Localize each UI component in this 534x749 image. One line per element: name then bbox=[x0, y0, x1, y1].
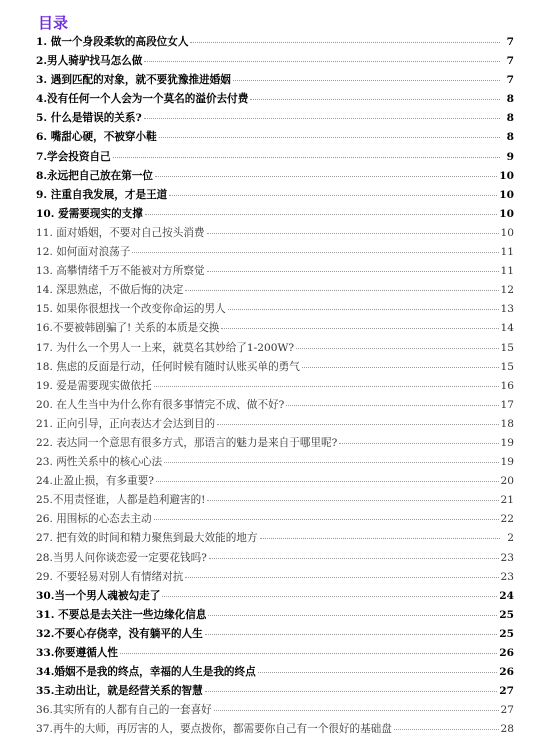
toc-entry-page-number: 19 bbox=[500, 456, 514, 469]
toc-entry[interactable] bbox=[36, 110, 514, 129]
toc-entry-title: 1. 做一个身段柔软的高段位女人 bbox=[36, 36, 189, 48]
toc-entry[interactable] bbox=[36, 607, 514, 626]
toc-entry-page-number: 11 bbox=[500, 265, 514, 278]
toc-entry[interactable] bbox=[36, 244, 514, 263]
toc-entry-title: 24.止盈止损，有多重要? bbox=[36, 475, 154, 488]
toc-entry[interactable] bbox=[36, 435, 514, 454]
dot-leader bbox=[144, 118, 500, 119]
toc-entry-page-number: 22 bbox=[500, 513, 514, 526]
dot-leader bbox=[260, 538, 501, 539]
toc-entry-title: 9. 注重自我发展，才是王道 bbox=[36, 188, 168, 201]
toc-entry[interactable] bbox=[36, 530, 514, 549]
dot-leader bbox=[185, 577, 498, 578]
toc-entry-page-number: 10 bbox=[500, 226, 514, 239]
toc-list bbox=[36, 34, 514, 740]
dot-leader bbox=[214, 710, 499, 711]
dot-leader bbox=[154, 519, 499, 520]
toc-entry-page-number: 21 bbox=[500, 494, 514, 507]
toc-entry-page-number: 15 bbox=[500, 360, 514, 373]
toc-entry[interactable] bbox=[36, 34, 514, 53]
toc-entry-page-number: 10 bbox=[499, 188, 514, 201]
toc-entry-title: 13. 高攀情绪千万不能被对方所察觉 bbox=[36, 265, 205, 278]
toc-entry-title: 33.你要遵循人性 bbox=[36, 647, 118, 659]
toc-entry-page-number: 27 bbox=[500, 704, 514, 717]
toc-entry[interactable] bbox=[36, 225, 514, 244]
toc-entry[interactable] bbox=[36, 511, 514, 530]
dot-leader bbox=[155, 176, 497, 177]
toc-entry-title: 5. 什么是错误的关系? bbox=[36, 112, 142, 125]
toc-entry-title: 2.男人骑驴找马怎么做 bbox=[36, 55, 143, 68]
toc-entry-title: 30.当一个男人魂被勾走了 bbox=[36, 589, 161, 602]
toc-entry-page-number: 25 bbox=[499, 627, 514, 640]
dot-leader bbox=[207, 271, 499, 272]
dot-leader bbox=[207, 233, 499, 234]
toc-entry[interactable] bbox=[36, 53, 514, 72]
toc-entry-title: 4.没有任何一个人会为一个莫名的溢价去付费 bbox=[36, 93, 249, 106]
toc-entry-page-number: 14 bbox=[500, 322, 514, 335]
dot-leader bbox=[394, 729, 499, 730]
toc-entry[interactable] bbox=[36, 149, 514, 168]
toc-entry-page-number: 23 bbox=[500, 551, 514, 564]
toc-entry-page-number: 13 bbox=[500, 303, 514, 316]
toc-entry[interactable] bbox=[36, 664, 514, 683]
dot-leader bbox=[258, 672, 498, 673]
toc-entry[interactable] bbox=[36, 340, 514, 359]
toc-entry-title: 20. 在人生当中为什么你有很多事情完不成、做不好? bbox=[36, 398, 285, 411]
dot-leader bbox=[208, 615, 497, 616]
toc-entry-page-number: 9 bbox=[506, 150, 514, 163]
toc-entry-page-number: 11 bbox=[500, 246, 514, 259]
toc-entry-page-number: 2 bbox=[507, 532, 514, 545]
toc-entry-title: 3. 遇到匹配的对象，就不要犹豫推进婚姻 bbox=[36, 74, 231, 87]
toc-entry-page-number: 20 bbox=[500, 475, 514, 488]
toc-entry[interactable] bbox=[36, 492, 514, 511]
toc-entry-page-number: 12 bbox=[500, 284, 514, 297]
toc-entry[interactable] bbox=[36, 588, 514, 607]
toc-title: 目录 bbox=[38, 14, 69, 32]
toc-entry-title: 10. 爱需要现实的支撑 bbox=[36, 207, 143, 220]
dot-leader bbox=[132, 252, 498, 253]
toc-entry-page-number: 24 bbox=[499, 589, 514, 602]
toc-entry-title: 35.主动出让，就是经营关系的智慧 bbox=[36, 685, 203, 698]
toc-entry[interactable] bbox=[36, 569, 514, 588]
toc-entry-page-number: 17 bbox=[500, 398, 514, 411]
toc-entry[interactable] bbox=[36, 129, 514, 148]
dot-leader bbox=[113, 157, 500, 158]
toc-entry[interactable] bbox=[36, 168, 514, 187]
toc-entry-page-number: 26 bbox=[499, 666, 514, 679]
toc-entry[interactable] bbox=[36, 320, 514, 339]
toc-entry[interactable] bbox=[36, 454, 514, 473]
dot-leader bbox=[302, 367, 499, 368]
toc-entry-page-number: 27 bbox=[499, 685, 514, 698]
toc-entry-page-number: 8 bbox=[506, 131, 514, 144]
toc-entry[interactable] bbox=[36, 416, 514, 435]
toc-entry-title: 23. 两性关系中的核心心法 bbox=[36, 456, 163, 469]
toc-entry-title: 18. 焦虑的反面是行动，任何时候有随时认账买单的勇气 bbox=[36, 360, 300, 373]
dot-leader bbox=[159, 137, 500, 138]
toc-entry-title: 19. 爱是需要现实做依托 bbox=[36, 379, 152, 392]
dot-leader bbox=[169, 195, 497, 196]
toc-entry[interactable] bbox=[36, 301, 514, 320]
toc-entry-page-number: 23 bbox=[500, 570, 514, 583]
toc-entry[interactable] bbox=[36, 626, 514, 645]
toc-entry[interactable] bbox=[36, 721, 514, 740]
toc-entry-title: 32.不要心存侥幸，没有躺平的人生 bbox=[36, 627, 203, 640]
toc-entry-page-number: 19 bbox=[500, 436, 514, 449]
dot-leader bbox=[209, 558, 499, 559]
toc-entry-title: 15. 如果你很想找一个改变你命运的男人 bbox=[36, 303, 226, 316]
toc-entry-title: 36.其实所有的人都有自己的一套喜好 bbox=[36, 704, 212, 717]
dot-leader bbox=[207, 500, 498, 501]
toc-entry-page-number: 25 bbox=[499, 608, 514, 621]
toc-entry[interactable] bbox=[36, 72, 514, 91]
dot-leader bbox=[185, 290, 498, 291]
toc-entry[interactable] bbox=[36, 550, 514, 569]
toc-entry-title: 27. 把有效的时间和精力聚焦到最大效能的地方 bbox=[36, 532, 258, 545]
toc-entry[interactable] bbox=[36, 473, 514, 492]
toc-entry[interactable] bbox=[36, 282, 514, 301]
dot-leader bbox=[144, 61, 500, 62]
toc-entry-page-number: 7 bbox=[506, 36, 514, 48]
toc-entry-title: 11. 面对婚姻，不要对自己按头消费 bbox=[36, 226, 205, 239]
toc-entry-page-number: 8 bbox=[506, 112, 514, 125]
toc-entry-page-number: 10 bbox=[499, 169, 514, 182]
toc-entry-page-number: 15 bbox=[500, 341, 514, 354]
toc-entry-title: 6. 嘴甜心硬，不被穿小鞋 bbox=[36, 131, 157, 144]
dot-leader bbox=[286, 405, 498, 406]
toc-entry-page-number: 26 bbox=[499, 647, 514, 659]
toc-entry[interactable] bbox=[36, 187, 514, 206]
dot-leader bbox=[233, 80, 500, 81]
toc-entry-title: 21. 正向引导，正向表达才会达到目的 bbox=[36, 417, 216, 430]
toc-entry[interactable] bbox=[36, 645, 514, 664]
toc-entry-title: 26. 用围标的心态去主动 bbox=[36, 513, 152, 526]
dot-leader bbox=[221, 328, 498, 329]
toc-entry-page-number: 7 bbox=[506, 74, 514, 87]
toc-entry-title: 16.不要被韩剧骗了! 关系的本质是交换 bbox=[36, 322, 220, 335]
toc-entry-title: 17. 为什么一个男人一上来，就莫名其妙给了1-200W? bbox=[36, 341, 295, 354]
toc-entry-title: 29. 不要轻易对别人有情绪对抗 bbox=[36, 570, 184, 583]
toc-entry-title: 14. 深思熟虑，不做后悔的决定 bbox=[36, 284, 184, 297]
toc-entry-title: 8.永远把自己放在第一位 bbox=[36, 169, 153, 182]
toc-entry-title: 22. 表达同一个意思有很多方式，那语言的魅力是来自于哪里呢? bbox=[36, 436, 338, 449]
dot-leader bbox=[145, 214, 497, 215]
toc-entry-title: 12. 如何面对浪荡子 bbox=[36, 246, 131, 259]
dot-leader bbox=[205, 691, 498, 692]
dot-leader bbox=[190, 42, 500, 43]
toc-entry-page-number: 16 bbox=[500, 379, 514, 392]
toc-entry-page-number: 28 bbox=[500, 723, 514, 736]
toc-entry[interactable] bbox=[36, 683, 514, 702]
toc-entry[interactable] bbox=[36, 397, 514, 416]
dot-leader bbox=[164, 462, 498, 463]
toc-entry-title: 7.学会投资自己 bbox=[36, 150, 111, 163]
dot-leader bbox=[205, 634, 498, 635]
toc-entry-title: 25.不用责怪谁，人都是趋利避害的! bbox=[36, 494, 206, 507]
toc-entry-page-number: 7 bbox=[506, 55, 514, 68]
dot-leader bbox=[156, 481, 499, 482]
toc-entry-title: 34.婚姻不是我的终点，幸福的人生是我的终点 bbox=[36, 666, 256, 679]
dot-leader bbox=[339, 443, 498, 444]
toc-entry-page-number: 10 bbox=[499, 207, 514, 220]
dot-leader bbox=[154, 386, 499, 387]
toc-entry-title: 37.再牛的大师，再厉害的人，要点拨你，都需要你自己有一个很好的基础盘 bbox=[36, 723, 392, 736]
toc-entry-title: 28.当男人问你谈恋爱一定要花钱吗? bbox=[36, 551, 207, 564]
dot-leader bbox=[250, 99, 500, 100]
dot-leader bbox=[228, 309, 499, 310]
toc-entry[interactable] bbox=[36, 263, 514, 282]
toc-entry-page-number: 8 bbox=[506, 93, 514, 106]
toc-entry[interactable] bbox=[36, 206, 514, 225]
toc-entry[interactable] bbox=[36, 378, 514, 397]
toc-entry-title: 31. 不要总是去关注一些边缘化信息 bbox=[36, 608, 207, 621]
dot-leader bbox=[120, 653, 497, 654]
toc-entry[interactable] bbox=[36, 91, 514, 110]
dot-leader bbox=[217, 424, 498, 425]
toc-entry[interactable] bbox=[36, 702, 514, 721]
dot-leader bbox=[162, 596, 497, 597]
toc-entry[interactable] bbox=[36, 359, 514, 378]
toc-entry-page-number: 18 bbox=[500, 417, 514, 430]
dot-leader bbox=[296, 348, 499, 349]
